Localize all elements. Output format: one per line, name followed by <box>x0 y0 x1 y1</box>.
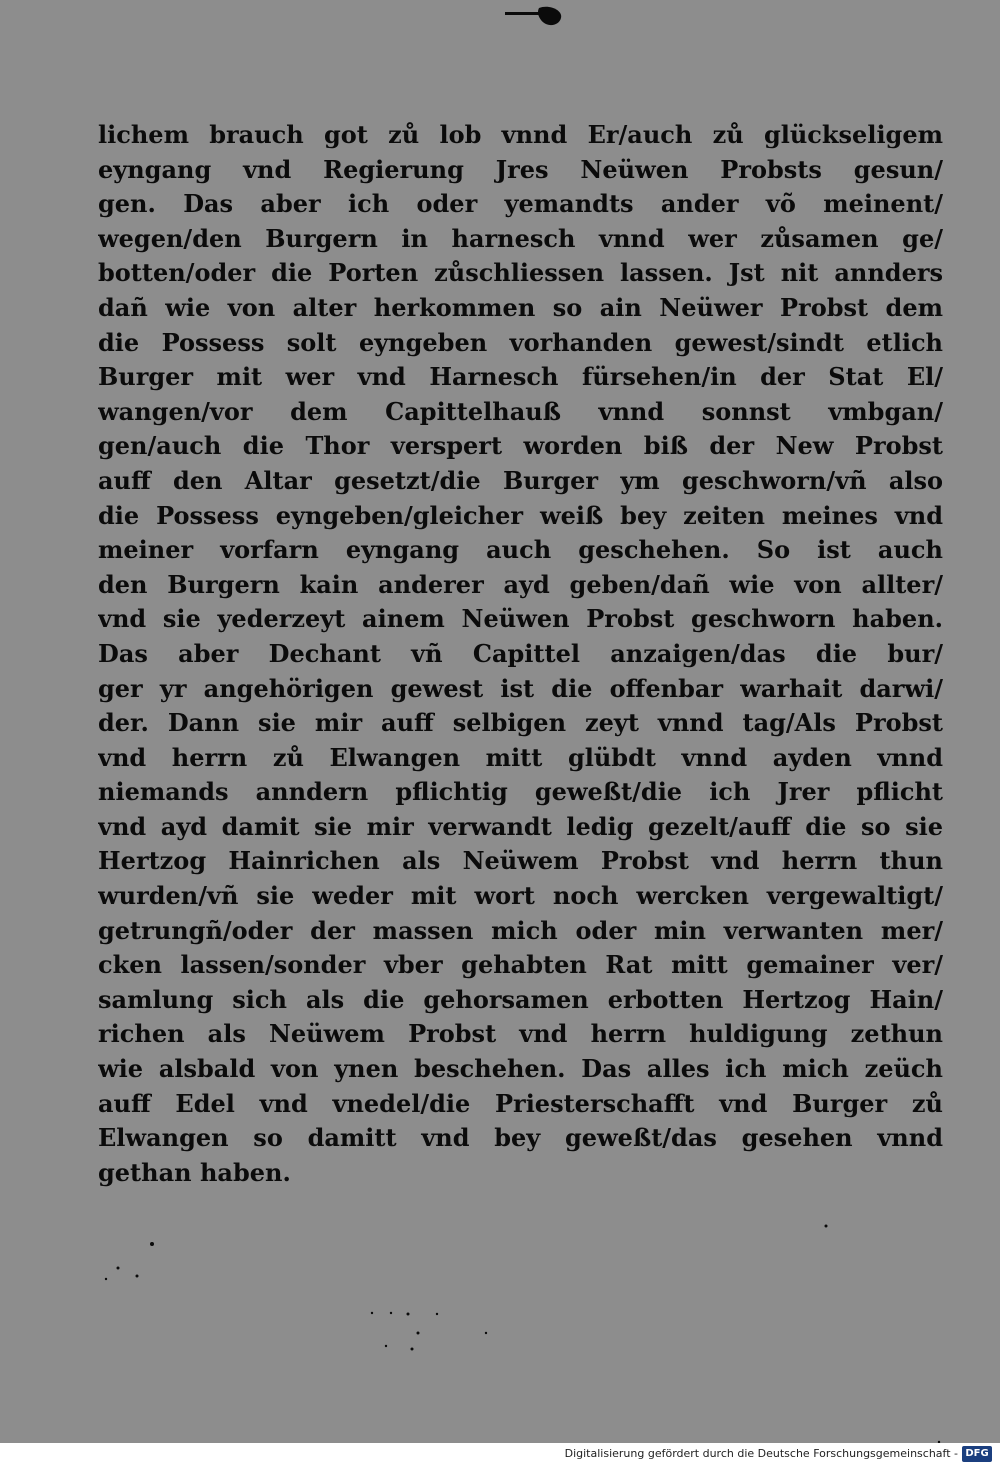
text-line-21: vnd ayd damit sie mir verwandt ledig gezelt/auff die so sie <box>98 811 943 841</box>
text-line-26: samlung sich als die gehorsamen erbotten Hertzog Hain/ <box>98 984 943 1014</box>
text-line-10: gen/auch die Thor verspert worden biß der New Probst <box>98 431 943 461</box>
footer-bar <box>0 1443 1000 1466</box>
text-line-7: die Possess solt eyngeben vorhanden gewest/sindt etlich <box>98 327 943 357</box>
text-line-17: ger yr angehörigen gewest ist die offenbar warhait darwi/ <box>98 673 943 703</box>
text-line-3: gen. Das aber ich oder yemandts ander võ meinent/ <box>98 189 943 219</box>
text-line-2: eyngang vnd Regierung Jres Neüwen Probsts gesun/ <box>98 154 943 184</box>
text-line-18: der. Dann sie mir auff selbigen zeyt vnnd tag/Als Probst <box>98 708 943 738</box>
text-line-6: dañ wie von alter herkommen so ain Neüwer Probst dem <box>98 292 943 322</box>
text-line-25: cken lassen/sonder vber gehabten Rat mitt gemainer ver/ <box>98 950 943 980</box>
text-line-4: wegen/den Burgern in harnesch vnnd wer zůsamen ge/ <box>98 223 943 253</box>
text-line-29: auff Edel vnd vnedel/die Priesterschafft vnd Burger zů <box>98 1088 943 1118</box>
text-line-19: vnd herrn zů Elwangen mitt glübdt vnnd ayden vnnd <box>98 742 943 772</box>
text-line-28: wie alsbald von ynen beschehen. Das alles ich mich zeüch <box>98 1054 943 1084</box>
text-line-30: Elwangen so damitt vnd bey geweßt/das gesehen vnnd <box>98 1123 943 1153</box>
text-line-1: lichem brauch got zů lob vnnd Er/auch zů glückseligem <box>98 120 943 149</box>
text-line-22: Hertzog Hainrichen als Neüwem Probst vnd herrn thun <box>98 846 943 876</box>
text-line-31: gethan haben. <box>98 1157 291 1187</box>
text-line-9: wangen/vor dem Capittelhauß vnnd sonnst vmbgan/ <box>98 396 943 426</box>
text-line-16: Das aber Dechant vñ Capittel anzaigen/das die bur/ <box>98 638 943 668</box>
text-line-27: richen als Neüwem Probst vnd herrn huldigung zethun <box>98 1019 943 1049</box>
text-line-11: auff den Altar gesetzt/die Burger ym geschworn/vñ also <box>98 465 943 495</box>
funding-credit: Digitalisierung gefördert durch die Deutsche Forschungsgemeinschaft - <box>564 1447 958 1460</box>
text-line-20: niemands anndern pflichtig geweßt/die ich Jrer pflicht <box>98 777 943 807</box>
text-line-13: meiner vorfarn eyngang auch geschehen. So ist auch <box>98 535 943 565</box>
text-line-24: getrungñ/oder der massen mich oder min verwanten mer/ <box>98 915 943 945</box>
text-line-14: den Burgern kain anderer ayd geben/dañ wie von allter/ <box>98 569 943 599</box>
text-line-8: Burger mit wer vnd Harnesch fürsehen/in der Stat El/ <box>98 362 943 392</box>
text-line-15: vnd sie yederzeyt ainem Neüwen Probst geschworn haben. <box>98 604 943 634</box>
text-line-23: wurden/vñ sie weder mit wort noch wercken vergewaltigt/ <box>98 881 943 911</box>
text-line-12: die Possess eyngeben/gleicher weiß bey zeiten meines vnd <box>98 500 943 530</box>
dfg-logo: DFG <box>962 1446 992 1462</box>
text-line-5: botten/oder die Porten zůschliessen lassen. Jst nit annders <box>98 258 943 288</box>
